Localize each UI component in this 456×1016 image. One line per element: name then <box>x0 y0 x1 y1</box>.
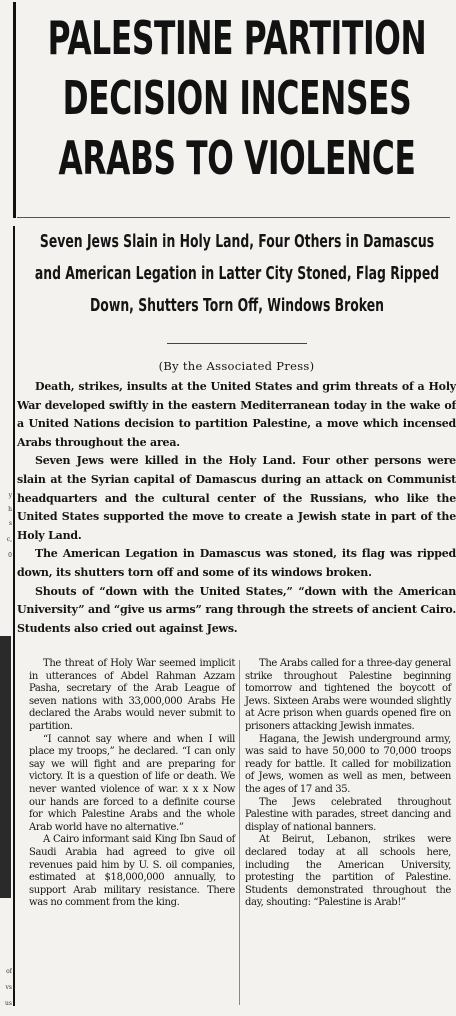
edge-text-fragment: y <box>8 492 12 499</box>
headline-rule <box>17 217 450 218</box>
adjacent-column-edge <box>0 0 11 1016</box>
lead-paragraph: Seven Jews were killed in the Holy Land. Four other persons were slain at the Syrian capital of Damascus during an attack on Communist headquarters and the cultural center of the Russians, who like the United States supported the move to create a Jewish state in part of the Holy Land. <box>17 454 456 542</box>
edge-text-fragment: vs <box>5 984 12 991</box>
body-paragraph: The threat of Holy War seemed implicit in utterances of Abdel Rahman Azzam Pasha, secretary of the Arab League of seven nations with 33,000,000 Arabs He declared the Arabs would never submit to partition. <box>29 658 235 732</box>
body-paragraph: A Cairo informant said King Ibn Saud of Saudi Arabia had agreed to give oil revenues paid him by U. S. oil companies, estimated at $18,000,000 annually, to support Arab military resistance. There was no comment from the king. <box>29 834 235 909</box>
body-paragraph: “I cannot say where and when I will place my troops,” he declared. “I can only say we will fight and are preparing for victory. It is a question of life or death. We never wanted violence of war. x x x Now our hands are forced to a definite course for which Palestine Arabs and the whole Arab world have no alternative.” <box>29 733 235 833</box>
body-paragraph: The Arabs called for a three-day general strike throughout Palestine beginning tomorrow and tightened the boycott of Jews. Sixteen Arabs were wounded slightly at Acre prison when guards opened fire on prisoners attacking Jewish inmates. <box>245 658 451 732</box>
deck-line: and American Legation in Latter City Stoned, Flag Ripped <box>34 263 440 284</box>
edge-text-fragment: c, <box>6 536 12 543</box>
adjacent-photo-edge <box>0 636 11 898</box>
lead-paragraph: Shouts of “down with the United States,” “down with the American University” and “give us arms” rang through the streets of ancient Cairo. Students also cried out against Jews. <box>17 584 456 635</box>
deck-line: Seven Jews Slain in Holy Land, Four Others in Damascus <box>39 231 435 252</box>
headline-line: PALESTINE PARTITION <box>47 11 427 65</box>
body-paragraph: Hagana, the Jewish underground army, was said to have 50,000 to 70,000 troops ready for battle. It called for mobilization of Jews, women as well as men, between the ages of 17 and 35. <box>245 733 451 795</box>
body-column-right <box>245 658 451 910</box>
edge-text-fragment: us <box>5 1000 12 1007</box>
edge-text-fragment: h <box>8 506 12 513</box>
headline-line: DECISION INCENSES <box>62 71 412 125</box>
column-divider <box>239 660 240 1005</box>
lead-paragraph: Death, strikes, insults at the United States and grim threats of a Holy War developed swiftly in the eastern Mediterranean today in the wake of a United Nations decision to partition Palestine, a move which incensed Arabs throughout the area. <box>17 380 456 449</box>
deck-rule <box>167 343 307 344</box>
body-paragraph: The Jews celebrated throughout Palestine with parades, street dancing and display of national banners. <box>245 796 451 833</box>
dateline: (By the Associated Press) <box>158 359 315 373</box>
body-columns <box>17 658 456 1008</box>
deck-line: Down, Shutters Torn Off, Windows Broken <box>89 295 385 316</box>
body-paragraph: At Beirut, Lebanon, strikes were declared today at all schools here, including the American University, protesting the partition of Palestine. Students demonstrated throughout the day, shouting: “Palestine is Arab!” <box>245 834 451 909</box>
edge-text-fragment: of <box>6 968 12 975</box>
headline <box>19 0 456 188</box>
column-rule-top <box>13 2 16 218</box>
lead-section <box>17 378 456 638</box>
news-article <box>17 0 456 1016</box>
lead-paragraph: The American Legation in Damascus was stoned, its flag was ripped down, its shutters torn off and some of its windows broken. <box>17 547 456 579</box>
subheadline-deck <box>17 226 456 322</box>
column-rule-bottom <box>13 226 15 1006</box>
edge-text-fragment: 0 <box>8 552 12 559</box>
body-column-left <box>29 658 235 910</box>
edge-text-fragment: s <box>8 520 12 527</box>
headline-line: ARABS TO VIOLENCE <box>58 131 416 185</box>
